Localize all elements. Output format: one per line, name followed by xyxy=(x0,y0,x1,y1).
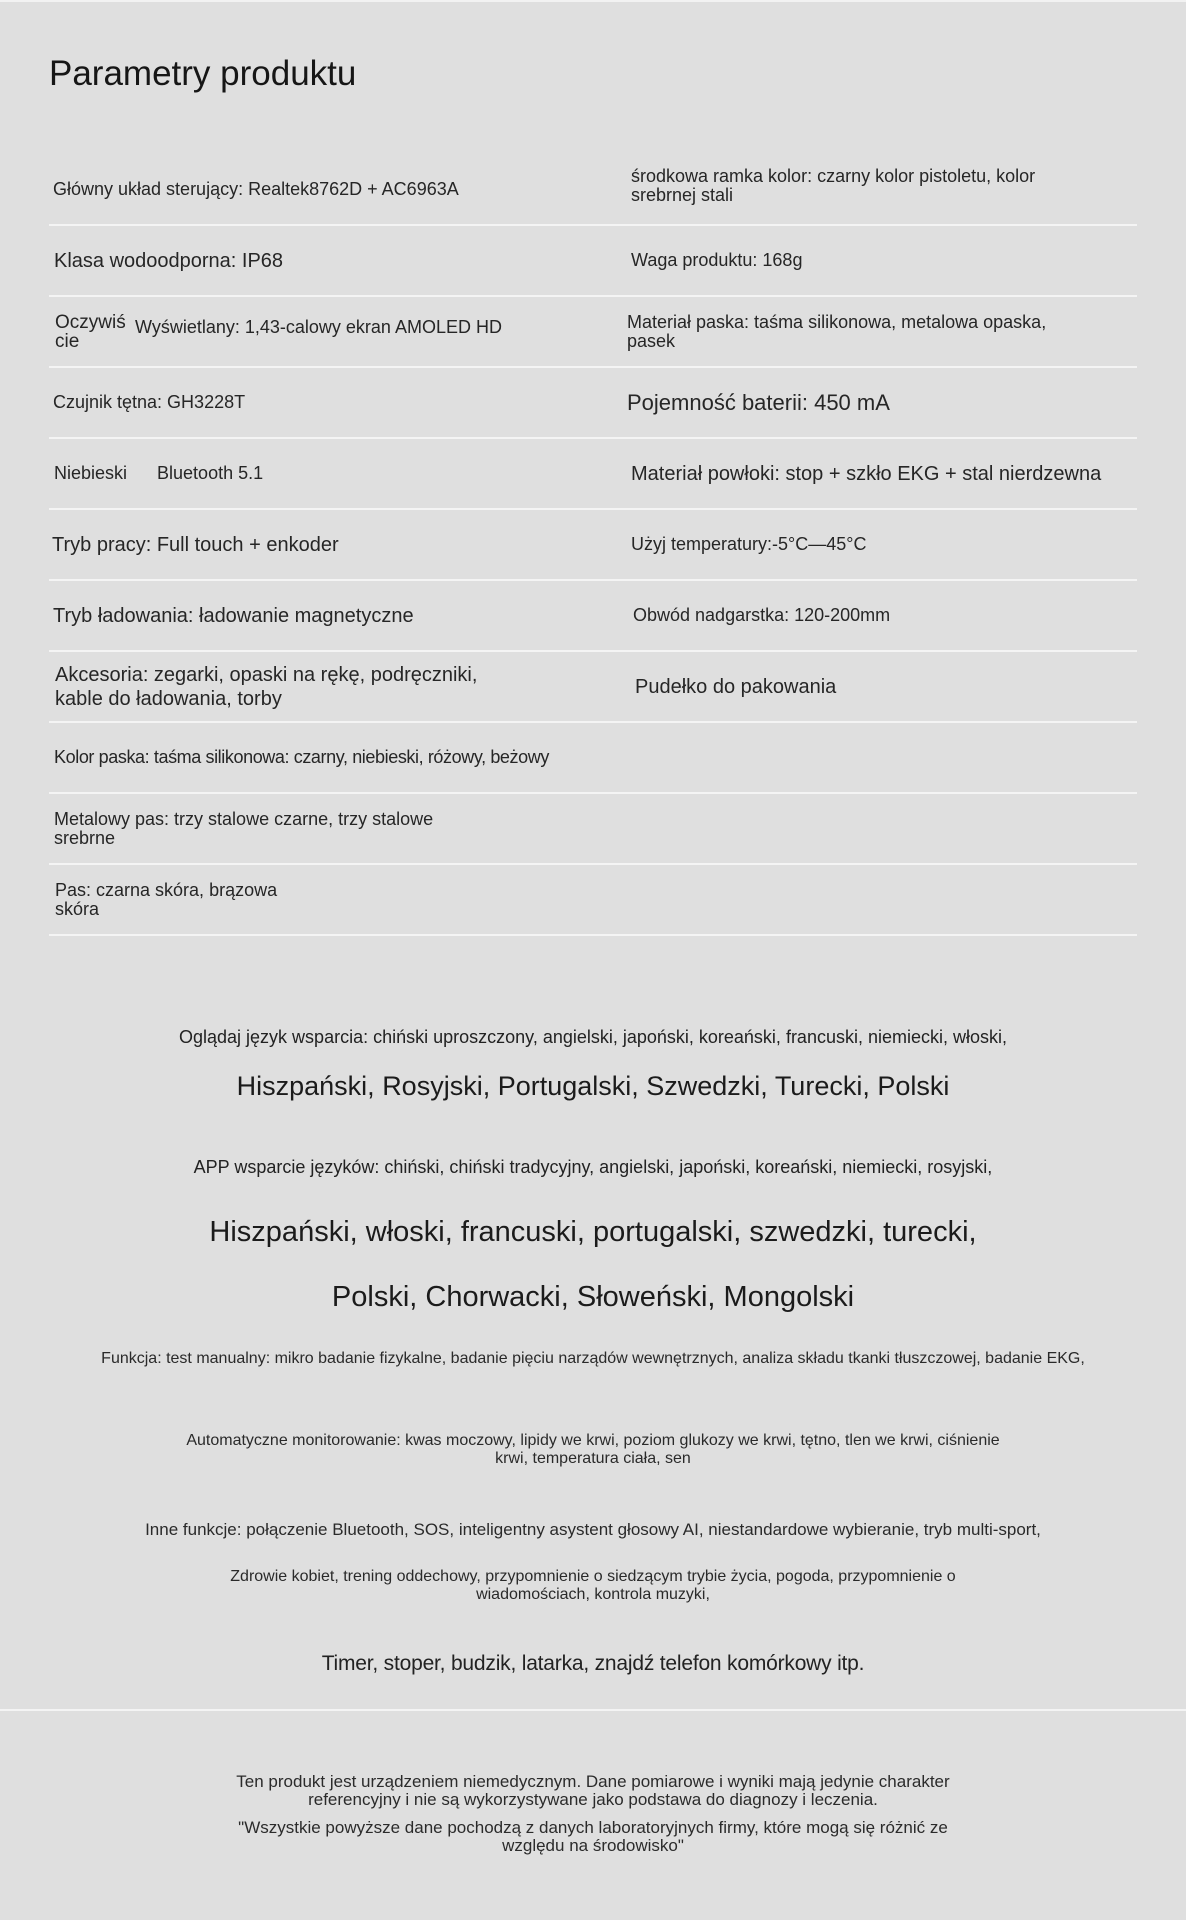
spec-bluetooth xyxy=(54,439,594,508)
spec-metal-strap xyxy=(54,794,594,863)
app-languages-line2: Hiszpański, włoski, francuski, portugalski, szwedzki, turecki, xyxy=(209,1216,977,1248)
spec-metal-strap-line2: srebrne xyxy=(54,827,116,848)
spec-bluetooth-label: Niebieski xyxy=(54,463,128,483)
spec-row xyxy=(49,510,1137,581)
spec-row xyxy=(49,723,1137,794)
spec-row xyxy=(49,155,1137,226)
spec-strap-material xyxy=(627,297,1186,366)
spec-leather-strap-line1: Pas: czarna skóra, brązowa xyxy=(55,879,278,900)
function-tools: Timer, stoper, budzik, latarka, znajdź telefon komórkowy itp. xyxy=(321,1652,865,1675)
spec-table xyxy=(49,155,1137,936)
spec-heart-sensor: Czujnik tętna: GH3228T xyxy=(53,392,246,412)
spec-case-material: Materiał powłoki: stop + szkło EKG + stal nierdzewna xyxy=(631,462,1102,485)
spec-metal-strap-line1: Metalowy pas: trzy stalowe czarne, trzy stalowe xyxy=(54,808,434,829)
spec-waterproof: Klasa wodoodporna: IP68 xyxy=(54,249,284,272)
app-languages-line3: Polski, Chorwacki, Słoweński, Mongolski xyxy=(331,1281,855,1313)
spec-row xyxy=(49,226,1137,297)
spec-row xyxy=(49,581,1137,652)
function-manual-test: Funkcja: test manualny: mikro badanie fizykalne, badanie pięciu narządów wewnętrznych, analiza składu tkanki tłuszczowej, badanie EKG, xyxy=(101,1350,1085,1367)
spec-strap-material-line1: Materiał paska: taśma silikonowa, metalowa opaska, xyxy=(627,311,1047,332)
spec-main-chip: Główny układ sterujący: Realtek8762D + AC6963A xyxy=(53,179,459,199)
page-title: Parametry produktu xyxy=(49,54,357,93)
spec-charging: Tryb ładowania: ładowanie magnetyczne xyxy=(53,604,414,627)
spec-row xyxy=(49,652,1137,723)
watch-languages-line2: Hiszpański, Rosyjski, Portugalski, Szwedzki, Turecki, Polski xyxy=(236,1071,950,1101)
function-health: Zdrowie kobiet, trening oddechowy, przypomnienie o siedzącym trybie życia, pogoda, przypomnienie o wiadomościach, kontrola muzyki, xyxy=(230,1568,956,1603)
spec-display xyxy=(55,297,595,366)
spec-display-label-line2: cie xyxy=(55,330,80,352)
spec-leather-strap-line2: skóra xyxy=(55,898,100,919)
spec-bluetooth-value: Bluetooth 5.1 xyxy=(157,463,264,483)
spec-frame-color-line2: srebrnej stali xyxy=(631,184,734,205)
spec-accessories-line2: kable do ładowania, torby xyxy=(55,687,282,710)
spec-packaging: Pudełko do pakowania xyxy=(635,675,837,698)
app-languages-line1: APP wsparcie języków: chiński, chiński tradycyjny, angielski, japoński, koreański, niemiecki, rosyjski, xyxy=(193,1157,993,1177)
spec-leather-strap xyxy=(55,865,595,934)
spec-row xyxy=(49,368,1137,439)
top-divider xyxy=(0,0,1186,2)
spec-battery: Pojemność baterii: 450 mA xyxy=(627,389,890,415)
watch-languages-line1: Oglądaj język wsparcia: chiński uproszczony, angielski, japoński, koreański, francuski, niemiecki, włoski, xyxy=(179,1027,1007,1047)
spec-frame-color-line1: środkowa ramka kolor: czarny kolor pistoletu, kolor xyxy=(631,165,1036,186)
spec-display-value: Wyświetlany: 1,43-calowy ekran AMOLED HD xyxy=(135,317,502,337)
disclaimer-medical: Ten produkt jest urządzeniem niemedycznym. Dane pomiarowe i wyniki mają jedynie charakter referencyjny i nie są wykorzystywane jako podstawa do diagnozy i leczenia. xyxy=(236,1772,950,1809)
function-other: Inne funkcje: połączenie Bluetooth, SOS, inteligentny asystent głosowy AI, niestandardowe wybieranie, tryb multi-sport, xyxy=(145,1520,1041,1539)
function-auto-monitoring: Automatyczne monitorowanie: kwas moczowy, lipidy we krwi, poziom glukozy we krwi, tętno, tlen we krwi, ciśnienie krwi, temperatura ciała, sen xyxy=(186,1432,1000,1467)
spec-accessories-line1: Akcesoria: zegarki, opaski na rękę, podręczniki, xyxy=(55,663,478,686)
spec-strap-material-line2: pasek xyxy=(627,330,676,351)
spec-accessories xyxy=(55,652,595,721)
spec-row xyxy=(49,439,1137,510)
spec-weight: Waga produktu: 168g xyxy=(631,250,803,270)
disclaimer-data-source: "Wszystkie powyższe dane pochodzą z danych laboratoryjnych firmy, które mogą się różnić ze względu na środowisko" xyxy=(238,1818,948,1855)
spec-operation-mode: Tryb pracy: Full touch + enkoder xyxy=(52,533,339,556)
spec-frame-color xyxy=(631,151,1186,220)
section-divider xyxy=(0,1709,1186,1711)
spec-row xyxy=(49,794,1137,865)
spec-strap-color: Kolor paska: taśma silikonowa: czarny, niebieski, różowy, beżowy xyxy=(54,747,549,767)
spec-row xyxy=(49,865,1137,936)
spec-wrist: Obwód nadgarstka: 120-200mm xyxy=(633,605,891,625)
spec-temperature: Użyj temperatury:-5°C—45°C xyxy=(631,534,867,554)
spec-display-label-line1: Oczywiś xyxy=(55,311,126,333)
spec-row xyxy=(49,297,1137,368)
